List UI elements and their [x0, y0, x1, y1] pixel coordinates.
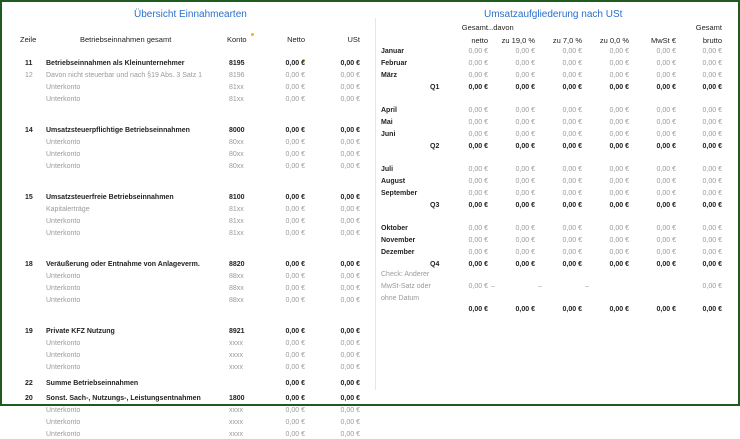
month-value: 0,00 € — [515, 190, 535, 197]
quarter-sum: 0,00 € — [562, 84, 582, 91]
grand-total-value: 0,00 € — [468, 306, 488, 313]
month-value: 0,00 € — [609, 48, 629, 55]
quarter-sum: 0,00 € — [515, 261, 535, 268]
konto-number: xxxx — [229, 340, 243, 347]
line-number: 18 — [25, 261, 33, 268]
quarter-label: Q3 — [430, 202, 440, 209]
column-header: brutto — [702, 36, 722, 45]
month-value: 0,00 € — [656, 131, 676, 138]
quarter-sum: 0,00 € — [515, 84, 535, 91]
quarter-sum: 0,00 € — [562, 202, 582, 209]
check-value: 0,00 € — [468, 283, 488, 290]
netto-value: 0,00 € — [285, 163, 305, 170]
total-title: Summe Betriebseinnahmen — [46, 380, 139, 387]
line-number: 19 — [25, 328, 33, 335]
column-header-top: Gesamt — [695, 23, 722, 32]
ust-value: 0,00 € — [340, 194, 360, 201]
month-label: Mai — [381, 119, 393, 126]
ust-value: 0,00 € — [340, 151, 360, 158]
netto-value: 0,00 € — [285, 60, 305, 67]
ust-value: 0,00 € — [340, 364, 360, 371]
cell-marker-icon — [251, 33, 254, 36]
sub-row-label: Unterkonto — [46, 419, 81, 426]
month-label: April — [381, 107, 397, 114]
ust-value: 0,00 € — [340, 407, 360, 414]
konto-number: 8921 — [229, 328, 245, 335]
month-label: Juli — [381, 166, 394, 173]
month-value: 0,00 € — [562, 60, 582, 67]
netto-value: 0,00 € — [285, 364, 305, 371]
ust-value: 0,00 € — [340, 395, 360, 402]
quarter-sum: 0,00 € — [515, 202, 535, 209]
month-value: 0,00 € — [609, 131, 629, 138]
sub-row-label: Unterkonto — [46, 151, 81, 158]
month-value: 0,00 € — [468, 178, 488, 185]
netto-value: 0,00 € — [285, 139, 305, 146]
group-title: Sonst. Sach-, Nutzungs-, Leistungsentnahmen — [46, 395, 201, 402]
quarter-sum: 0,00 € — [656, 143, 676, 150]
sub-row-label: Kapitalerträge — [46, 206, 90, 213]
month-label: Januar — [381, 48, 404, 55]
netto-value: 0,00 € — [285, 261, 305, 268]
sub-row-label: Unterkonto — [46, 230, 81, 237]
month-value: 0,00 € — [468, 237, 488, 244]
month-value: 0,00 € — [468, 249, 488, 256]
column-header-top: ...davon — [487, 23, 514, 32]
line-number: 14 — [25, 127, 33, 134]
month-value: 0,00 € — [702, 190, 722, 197]
ust-value: 0,00 € — [340, 328, 360, 335]
header-konto: Konto — [227, 35, 247, 44]
month-value: 0,00 € — [656, 166, 676, 173]
month-label: März — [381, 72, 397, 79]
konto-number: 8196 — [229, 72, 245, 79]
check-label: Check: Anderer — [381, 271, 430, 278]
month-value: 0,00 € — [609, 190, 629, 197]
line-number: 15 — [25, 194, 33, 201]
month-value: 0,00 € — [656, 119, 676, 126]
konto-number: 81xx — [229, 218, 244, 225]
netto-value: 0,00 € — [285, 218, 305, 225]
month-value: 0,00 € — [515, 48, 535, 55]
line-number: 11 — [25, 60, 33, 67]
ust-value: 0,00 € — [340, 261, 360, 268]
quarter-sum: 0,00 € — [609, 261, 629, 268]
ust-value: 0,00 € — [340, 139, 360, 146]
month-value: 0,00 € — [468, 48, 488, 55]
month-value: 0,00 € — [656, 178, 676, 185]
netto-value: 0,00 € — [285, 194, 305, 201]
ust-value: 0,00 € — [340, 96, 360, 103]
quarter-sum: 0,00 € — [609, 143, 629, 150]
quarter-sum: 0,00 € — [656, 261, 676, 268]
month-value: 0,00 € — [562, 225, 582, 232]
month-value: 0,00 € — [702, 237, 722, 244]
month-value: 0,00 € — [702, 48, 722, 55]
quarter-sum: 0,00 € — [468, 84, 488, 91]
header-zeile: Zeile — [20, 35, 37, 44]
grand-total-value: 0,00 € — [609, 306, 629, 313]
line-number: 12 — [25, 72, 33, 79]
month-label: November — [381, 237, 416, 244]
quarter-sum: 0,00 € — [562, 143, 582, 150]
month-value: 0,00 € — [468, 166, 488, 173]
header-netto: Netto — [287, 35, 305, 44]
column-separator — [375, 18, 376, 390]
quarter-label: Q2 — [430, 143, 440, 150]
column-header-top: Gesamt — [461, 23, 488, 32]
month-value: 0,00 € — [656, 237, 676, 244]
netto-value: 0,00 € — [285, 206, 305, 213]
month-value: 0,00 € — [515, 60, 535, 67]
ust-value: 0,00 € — [340, 206, 360, 213]
konto-number: 8820 — [229, 261, 245, 268]
konto-number: 80xx — [229, 151, 244, 158]
netto-value: 0,00 € — [285, 96, 305, 103]
header-ust: USt — [347, 35, 360, 44]
quarter-sum: 0,00 € — [656, 202, 676, 209]
group-title: Veräußerung oder Entnahme von Anlageverm. — [46, 261, 200, 268]
sub-row-label: Unterkonto — [46, 273, 81, 280]
quarter-sum: 0,00 € — [609, 202, 629, 209]
month-value: 0,00 € — [656, 60, 676, 67]
month-value: 0,00 € — [468, 131, 488, 138]
quarter-sum: 0,00 € — [515, 143, 535, 150]
ust-value: 0,00 € — [340, 273, 360, 280]
ust-value: 0,00 € — [340, 352, 360, 359]
sub-row-label: Unterkonto — [46, 84, 81, 91]
ust-value: 0,00 € — [340, 285, 360, 292]
month-label: Oktober — [381, 225, 408, 232]
quarter-sum: 0,00 € — [609, 84, 629, 91]
check-value: 0,00 € — [702, 283, 722, 290]
month-value: 0,00 € — [702, 107, 722, 114]
quarter-sum: 0,00 € — [468, 143, 488, 150]
month-value: 0,00 € — [609, 119, 629, 126]
netto-value: 0,00 € — [285, 340, 305, 347]
sub-row-label: Unterkonto — [46, 163, 81, 170]
month-value: 0,00 € — [702, 60, 722, 67]
netto-value: 0,00 € — [285, 84, 305, 91]
quarter-sum: 0,00 € — [562, 261, 582, 268]
netto-value: 0,00 € — [285, 72, 305, 79]
month-value: 0,00 € — [562, 107, 582, 114]
check-dash: – — [491, 283, 495, 290]
ust-value: 0,00 € — [340, 60, 360, 67]
konto-number: 81xx — [229, 96, 244, 103]
konto-number: xxxx — [229, 364, 243, 371]
konto-number: 8100 — [229, 194, 245, 201]
month-label: Dezember — [381, 249, 415, 256]
ust-value: 0,00 € — [340, 431, 360, 438]
ust-value: 0,00 € — [340, 163, 360, 170]
sub-row-label: Davon nicht steuerbar und nach §19 Abs. 3 Satz 1 — [46, 72, 203, 79]
sub-row-label: Unterkonto — [46, 218, 81, 225]
total-ust: 0,00 € — [340, 380, 360, 387]
check-label: ohne Datum — [381, 295, 420, 302]
month-value: 0,00 € — [515, 119, 535, 126]
sub-row-label: Unterkonto — [46, 96, 81, 103]
month-value: 0,00 € — [656, 72, 676, 79]
month-value: 0,00 € — [702, 166, 722, 173]
line-number: 20 — [25, 395, 33, 402]
netto-value: 0,00 € — [285, 431, 305, 438]
month-value: 0,00 € — [515, 107, 535, 114]
month-value: 0,00 € — [562, 48, 582, 55]
month-value: 0,00 € — [515, 131, 535, 138]
month-value: 0,00 € — [562, 72, 582, 79]
month-value: 0,00 € — [515, 249, 535, 256]
netto-value: 0,00 € — [285, 328, 305, 335]
month-value: 0,00 € — [609, 72, 629, 79]
konto-number: 81xx — [229, 230, 244, 237]
ust-value: 0,00 € — [340, 419, 360, 426]
ust-value: 0,00 € — [340, 127, 360, 134]
month-value: 0,00 € — [609, 178, 629, 185]
konto-number: 80xx — [229, 163, 244, 170]
netto-value: 0,00 € — [285, 419, 305, 426]
sub-row-label: Unterkonto — [46, 407, 81, 414]
ust-value: 0,00 € — [340, 230, 360, 237]
month-value: 0,00 € — [515, 72, 535, 79]
netto-value: 0,00 € — [285, 230, 305, 237]
month-value: 0,00 € — [515, 166, 535, 173]
konto-number: 81xx — [229, 84, 244, 91]
netto-value: 0,00 € — [285, 352, 305, 359]
sub-row-label: Unterkonto — [46, 139, 81, 146]
group-title: Betriebseinnahmen als Kleinunternehmer — [46, 60, 185, 67]
konto-number: xxxx — [229, 419, 243, 426]
month-label: August — [381, 178, 406, 185]
month-label: Februar — [381, 60, 408, 67]
ust-value: 0,00 € — [340, 340, 360, 347]
month-value: 0,00 € — [609, 237, 629, 244]
konto-number: 80xx — [229, 139, 244, 146]
sub-row-label: Unterkonto — [46, 340, 81, 347]
group-title: Private KFZ Nutzung — [46, 328, 115, 335]
month-value: 0,00 € — [468, 60, 488, 67]
month-value: 0,00 € — [656, 190, 676, 197]
header-name: Betriebseinnahmen gesamt — [80, 35, 172, 44]
group-title: Umsatzsteuerpflichtige Betriebseinnahmen — [46, 127, 190, 134]
netto-value: 0,00 € — [285, 273, 305, 280]
konto-number: 8000 — [229, 127, 245, 134]
ust-value: 0,00 € — [340, 218, 360, 225]
konto-number: xxxx — [229, 431, 243, 438]
konto-number: 88xx — [229, 285, 244, 292]
month-value: 0,00 € — [562, 190, 582, 197]
month-value: 0,00 € — [656, 48, 676, 55]
month-value: 0,00 € — [656, 225, 676, 232]
column-header: zu 19,0 % — [501, 36, 535, 45]
month-value: 0,00 € — [515, 237, 535, 244]
month-value: 0,00 € — [562, 131, 582, 138]
check-label: MwSt-Satz oder — [381, 283, 431, 290]
netto-value: 0,00 € — [285, 127, 305, 134]
month-value: 0,00 € — [609, 107, 629, 114]
konto-number: 1800 — [229, 395, 245, 402]
left-title: Übersicht Einnahmearten — [134, 9, 247, 20]
month-value: 0,00 € — [562, 166, 582, 173]
month-value: 0,00 € — [515, 225, 535, 232]
grand-total-value: 0,00 € — [656, 306, 676, 313]
konto-number: 88xx — [229, 297, 244, 304]
month-value: 0,00 € — [515, 178, 535, 185]
konto-number: 88xx — [229, 273, 244, 280]
group-title: Umsatzsteuerfreie Betriebseinnahmen — [46, 194, 174, 201]
grand-total-value: 0,00 € — [515, 306, 535, 313]
month-value: 0,00 € — [562, 249, 582, 256]
quarter-sum: 0,00 € — [702, 261, 722, 268]
month-value: 0,00 € — [468, 72, 488, 79]
netto-value: 0,00 € — [285, 151, 305, 158]
month-value: 0,00 € — [702, 72, 722, 79]
netto-value: 0,00 € — [285, 407, 305, 414]
konto-number: xxxx — [229, 352, 243, 359]
konto-number: 8195 — [229, 60, 245, 67]
sub-row-label: Unterkonto — [46, 431, 81, 438]
ust-value: 0,00 € — [340, 297, 360, 304]
month-value: 0,00 € — [702, 131, 722, 138]
quarter-sum: 0,00 € — [702, 143, 722, 150]
month-value: 0,00 € — [562, 119, 582, 126]
konto-number: 81xx — [229, 206, 244, 213]
column-header: MwSt € — [650, 36, 676, 45]
month-label: September — [381, 190, 418, 197]
month-value: 0,00 € — [702, 119, 722, 126]
quarter-sum: 0,00 € — [656, 84, 676, 91]
month-value: 0,00 € — [468, 225, 488, 232]
grand-total-value: 0,00 € — [702, 306, 722, 313]
right-title: Umsatzaufgliederung nach USt — [484, 9, 623, 20]
sub-row-label: Unterkonto — [46, 364, 81, 371]
netto-value: 0,00 € — [285, 297, 305, 304]
konto-number: xxxx — [229, 407, 243, 414]
month-value: 0,00 € — [468, 107, 488, 114]
column-header: netto — [471, 36, 488, 45]
month-value: 0,00 € — [562, 237, 582, 244]
month-value: 0,00 € — [702, 225, 722, 232]
month-value: 0,00 € — [656, 107, 676, 114]
month-label: Juni — [381, 131, 396, 138]
column-header: zu 0,0 % — [599, 36, 629, 45]
check-dash: – — [538, 283, 542, 290]
month-value: 0,00 € — [468, 190, 488, 197]
ust-value: 0,00 € — [340, 72, 360, 79]
netto-value: 0,00 € — [285, 395, 305, 402]
check-dash: – — [585, 283, 589, 290]
quarter-label: Q4 — [430, 261, 440, 268]
quarter-label: Q1 — [430, 84, 440, 91]
month-value: 0,00 € — [468, 119, 488, 126]
grand-total-value: 0,00 € — [562, 306, 582, 313]
column-header: zu 7,0 % — [552, 36, 582, 45]
month-value: 0,00 € — [609, 225, 629, 232]
quarter-sum: 0,00 € — [702, 84, 722, 91]
total-netto: 0,00 € — [285, 380, 305, 387]
month-value: 0,00 € — [562, 178, 582, 185]
ust-value: 0,00 € — [340, 84, 360, 91]
month-value: 0,00 € — [702, 249, 722, 256]
sub-row-label: Unterkonto — [46, 352, 81, 359]
month-value: 0,00 € — [609, 249, 629, 256]
line-number: 22 — [25, 380, 33, 387]
sub-row-label: Unterkonto — [46, 285, 81, 292]
month-value: 0,00 € — [609, 166, 629, 173]
month-value: 0,00 € — [656, 249, 676, 256]
quarter-sum: 0,00 € — [468, 202, 488, 209]
month-value: 0,00 € — [702, 178, 722, 185]
sub-row-label: Unterkonto — [46, 297, 81, 304]
netto-value: 0,00 € — [285, 285, 305, 292]
month-value: 0,00 € — [609, 60, 629, 67]
quarter-sum: 0,00 € — [702, 202, 722, 209]
quarter-sum: 0,00 € — [468, 261, 488, 268]
